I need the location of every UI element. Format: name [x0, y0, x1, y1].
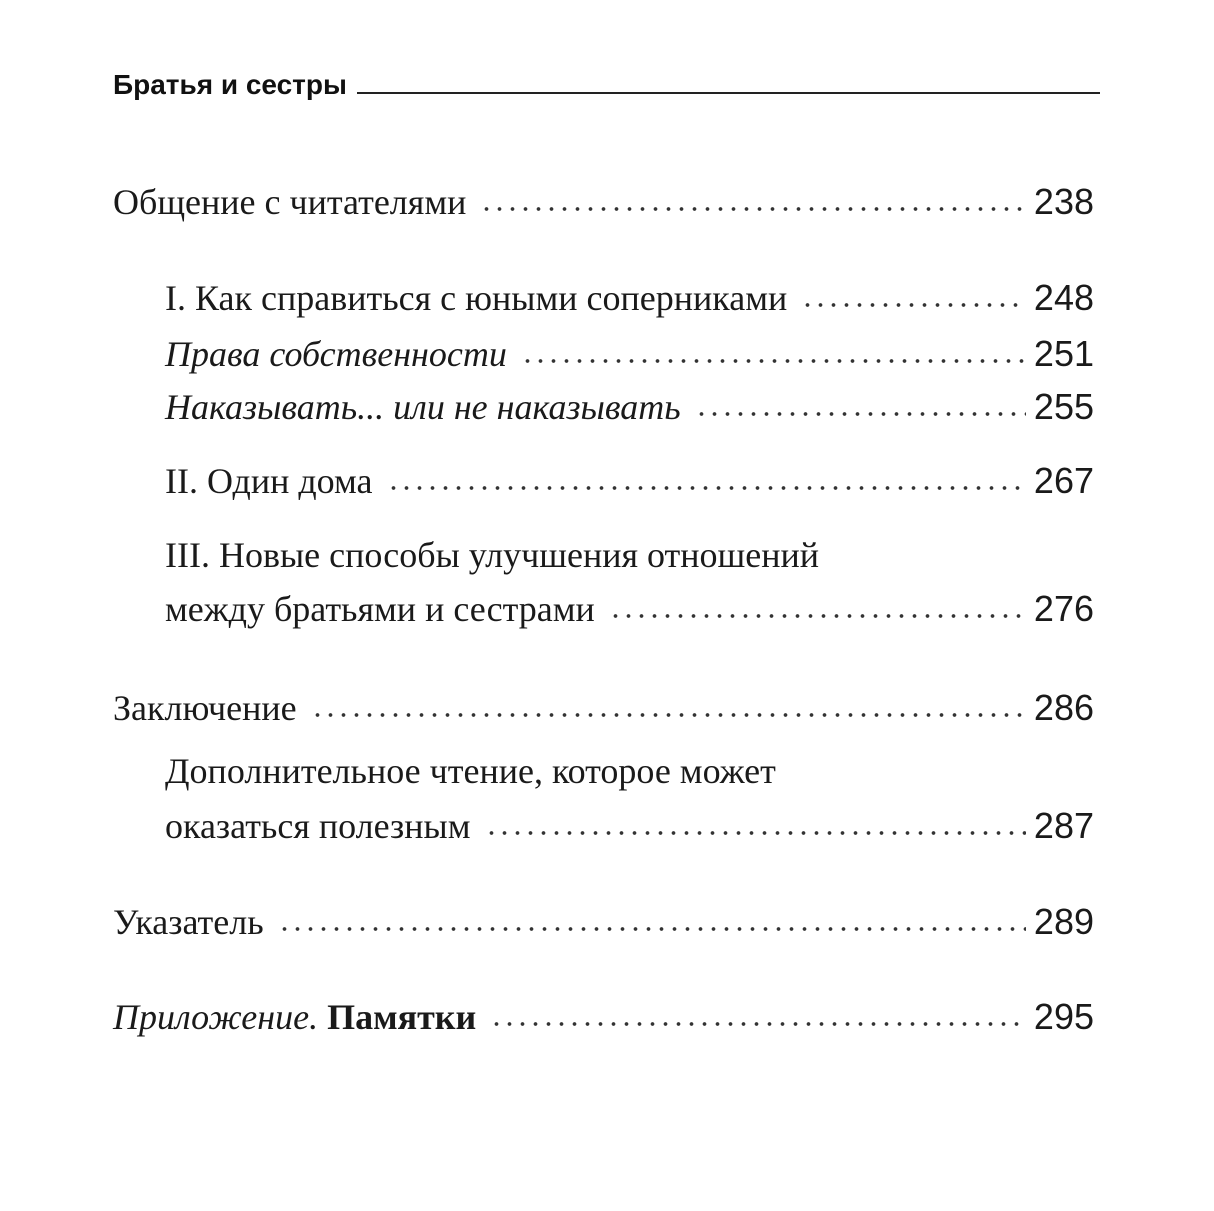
- toc-entry-title: Наказывать... или не наказывать: [165, 387, 681, 427]
- dot-leader: [801, 300, 1026, 310]
- toc-entry: [165, 385, 1094, 429]
- dot-leader: [521, 356, 1026, 366]
- toc-entry: [113, 900, 1094, 944]
- toc-entry-title: II. Один дома: [165, 461, 373, 501]
- toc-entry-title: Права собственности: [165, 334, 507, 374]
- toc-entry-title: Заключение: [113, 688, 297, 728]
- toc-entry-page: 295: [1033, 996, 1094, 1037]
- dot-leader: [609, 611, 1026, 621]
- dot-leader: [490, 1019, 1026, 1029]
- toc-entry-page: 248: [1033, 277, 1094, 318]
- toc-entry: [113, 686, 1094, 730]
- toc-entry-page: 286: [1033, 687, 1094, 728]
- toc-entry-title: Общение с читателями: [113, 182, 467, 222]
- toc-entry-page: 255: [1033, 386, 1094, 427]
- toc-entry: [165, 332, 1094, 376]
- toc-entry-title: Указатель: [113, 902, 264, 942]
- toc-entry-title: I. Как справиться с юными соперниками: [165, 278, 788, 318]
- toc-entry: [113, 995, 1094, 1039]
- toc-entry: [165, 804, 1094, 848]
- dot-leader: [278, 924, 1026, 934]
- toc-entry-page: 289: [1033, 901, 1094, 942]
- toc-entry-page: 287: [1033, 805, 1094, 846]
- toc-entry-page: 251: [1033, 333, 1094, 374]
- toc-entry-title-line1: Дополнительное чтение, которое может: [165, 751, 776, 791]
- dot-leader: [311, 710, 1026, 720]
- toc-entry-page: 267: [1033, 460, 1094, 501]
- toc-entry-title: оказаться полезным: [165, 806, 471, 846]
- toc-entry-prefix: Приложение.: [113, 997, 319, 1037]
- dot-leader: [485, 828, 1026, 838]
- toc-entry: [165, 276, 1094, 320]
- toc-entry-title-wrap: [113, 995, 476, 1039]
- dot-leader: [695, 409, 1026, 419]
- running-header: [113, 62, 1100, 102]
- dot-leader: [480, 204, 1026, 214]
- toc-entry-title: Памятки: [327, 997, 477, 1037]
- toc-entry-title: между братьями и сестрами: [165, 589, 595, 629]
- toc-entry: [165, 459, 1094, 503]
- header-rule: [357, 92, 1100, 94]
- toc-entry-title-line1: III. Новые способы улучшения отношений: [165, 535, 820, 575]
- toc-entry: [165, 587, 1094, 631]
- running-header-title: Братья и сестры: [113, 69, 347, 100]
- dot-leader: [387, 483, 1026, 493]
- toc-entry: [113, 180, 1094, 224]
- toc-entry-page: 276: [1033, 588, 1094, 629]
- toc-entry-page: 238: [1033, 181, 1094, 222]
